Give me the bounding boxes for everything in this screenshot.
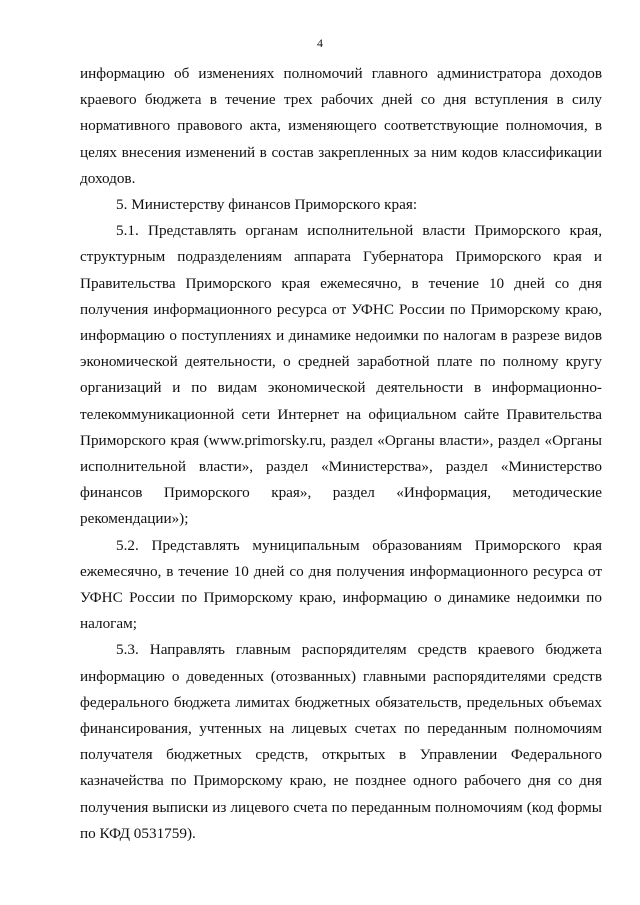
paragraph-item-5-1: 5.1. Представлять органам исполнительной власти Приморского края, структурным подразделениям аппарата Губернатора Приморского края и Правительства Приморского края ежемесячно, в течение 10 дней со дня получения информационного ресурса от УФНС России по Приморскому краю, информацию о поступлениях и динамике недоимки по налогам в разрезе видов экономической деятельности, о средней заработной плате по полному кругу организаций и по видам экономической деятельности в информационно-телекоммуникационной сети Интернет на официальном сайте Правительства Приморского края (www.primorsky.ru, раздел «Органы власти», раздел «Органы исполнительной власти», раздел «Министерства», раздел «Министерство финансов Приморского края», раздел «Информация, методические рекомендации»); [80, 222, 602, 528]
paragraph-section-5: 5. Министерству финансов Приморского края: [116, 196, 418, 214]
paragraph-continuation: информацию об изменениях полномочий главного администратора доходов краевого бюджета в течение трех рабочих дней со дня вступления в силу нормативного правового акта, изменяющего соответствующие полномочия, в целях внесения изменений в состав закрепленных за ним кодов классификации доходов. [80, 65, 602, 187]
page-number: 4 [317, 36, 323, 50]
document-body [80, 61, 602, 847]
paragraph-item-5-2: 5.2. Представлять муниципальным образованиям Приморского края ежемесячно, в течение 10 дней со дня получения информационного ресурса от УФНС России по Приморскому краю, информацию о динамике недоимки по налогам; [80, 536, 602, 633]
paragraph-item-5-3: 5.3. Направлять главным распорядителям средств краевого бюджета информацию о доведенных (отозванных) главными распорядителями средств федерального бюджета лимитах бюджетных обязательств, предельных объемах финансирования, учтенных на лицевых счетах по переданным полномочиям получателя бюджетных средств, открытых в Управлении Федерального казначейства по Приморскому краю, не позднее одного рабочего дня со дня получения выписки из лицевого счета по переданным полномочиям (код формы по КФД 0531759). [80, 641, 602, 842]
